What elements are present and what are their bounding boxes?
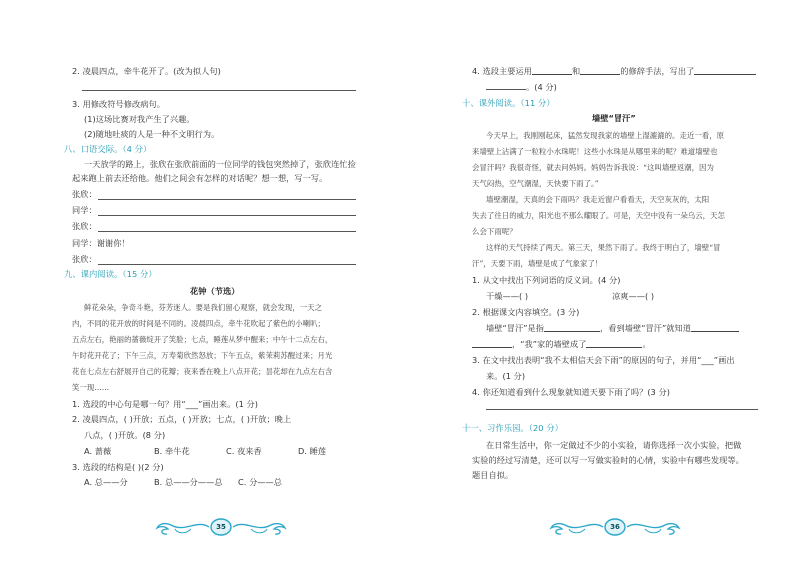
dialog-line[interactable] bbox=[98, 199, 356, 200]
reading-line: 鲜花朵朵，争奇斗艳，芬芳迷人。要是我们留心观察，就会发现，一天之 bbox=[84, 303, 323, 312]
reading-line: 墙壁潮湿，天真的会下雨吗？我走近窗户看看天，天空灰灰的，太阳 bbox=[486, 195, 710, 204]
reading-line: 天气闷热，空气潮湿，天快要下雨了。” bbox=[472, 179, 599, 188]
fill-blank[interactable] bbox=[586, 340, 642, 348]
option-c[interactable]: C. 夜来香 bbox=[226, 446, 262, 456]
dialog-line[interactable] bbox=[98, 231, 356, 232]
reading-line: 今天早上，我刚刚起床，猛然发现我家的墙壁上湿漉漉的。走近一看，原 bbox=[486, 131, 725, 140]
question-4: 4. 选段主要运用 和 的修辞手法，写出了 bbox=[472, 66, 756, 76]
dialog-label-classmate: 同学： bbox=[72, 205, 97, 215]
subquestion-3-line-1: 3. 在文中找出表明“我不太相信天会下雨”的原因的句子，并用“___”画出 bbox=[472, 355, 735, 365]
subquestion-2-line-2: 八点，( )开放。(8 分) bbox=[84, 430, 166, 440]
option-a[interactable]: A. 蔷薇 bbox=[84, 446, 112, 456]
antonym-dry[interactable]: 干燥——( ) bbox=[486, 291, 529, 301]
dialog-label-zhangxin: 张欣： bbox=[72, 189, 97, 199]
answer-line[interactable] bbox=[486, 89, 526, 90]
reading-line: 五点左右，艳丽的蔷薇绽开了笑脸；七点，睡莲从梦中醒来；中午十二点左右， bbox=[72, 335, 333, 344]
fill-in-line-2: ，“我”家的墙壁成了 。 bbox=[472, 339, 651, 349]
fill-blank[interactable] bbox=[691, 324, 739, 332]
question-4-points: 。(4 分) bbox=[526, 82, 557, 92]
fill-blank[interactable] bbox=[472, 340, 512, 348]
question-2-rewrite: 2. 凌晨四点，牵牛花开了。(改为拟人句) bbox=[72, 66, 221, 76]
answer-line[interactable] bbox=[82, 90, 356, 91]
subquestion-4: 4. 你还知道看到什么现象就知道天要下雨了吗？(3 分) bbox=[472, 387, 670, 397]
structure-option-b[interactable]: B. 总——分——总 bbox=[154, 477, 223, 487]
dialog-line[interactable] bbox=[98, 215, 356, 216]
reading-line: 这样的天气持续了两天。第三天，果然下雨了。我终于明白了，墙壁“冒 bbox=[486, 243, 721, 252]
section-8-prompt-line-1: 一天放学的路上，张欣在张欣前面的一位同学的钱包突然掉了，张欣连忙捡 bbox=[84, 159, 356, 169]
reading-line: 么会下雨呢？ bbox=[472, 227, 517, 236]
page-number-ornament-left bbox=[151, 515, 291, 539]
section-10-heading: 十、课外阅读。（11 分） bbox=[462, 98, 555, 108]
fill-in-line-1: 墙壁“冒汗”是指 ，看到墙壁“冒汗”就知道 bbox=[486, 323, 739, 333]
subquestion-3-line-2: 来。(1 分) bbox=[486, 371, 526, 381]
section-11-heading: 十一、习作乐园。（20 分） bbox=[462, 423, 564, 433]
subquestion-1: 1. 从文中找出下列词语的反义词。(4 分) bbox=[472, 275, 621, 285]
question-3-sentence-2: (2)随地吐痰的人是一种不文明行为。 bbox=[84, 129, 220, 139]
subquestion-2: 2. 根据课文内容填空。(3 分) bbox=[472, 307, 580, 317]
option-d[interactable]: D. 睡莲 bbox=[298, 446, 327, 456]
dialog-line[interactable] bbox=[98, 264, 356, 265]
reading-line: 午时花开花了；下午三点，万寿菊欣然怒放；下午五点，紫茉莉苏醒过来；月光 bbox=[72, 351, 333, 360]
writing-prompt-line: 题目自拟。 bbox=[472, 470, 514, 480]
subquestion-2-line-1: 2. 凌晨四点，( )开放；五点，( )开放；七点，( )开放；晚上 bbox=[72, 414, 292, 424]
reading-line: 汗”，天要下雨，墙壁是成了气象家了！ bbox=[472, 259, 603, 268]
reading-line: 内，不同的花开放的时间是不同的。凌晨四点，牵牛花吹起了紫色的小喇叭； bbox=[72, 319, 325, 328]
fill-blank[interactable] bbox=[694, 67, 756, 75]
fill-blank[interactable] bbox=[532, 67, 572, 75]
reading-line: 花在七点左右舒展开自己的花瓣；夜来香在晚上八点开花；昙花却在九点左右含 bbox=[72, 367, 333, 376]
reading-title: 花钟（节选） bbox=[190, 286, 240, 296]
reading-title: 墙壁“冒汗” bbox=[592, 113, 636, 123]
antonym-cool[interactable]: 凉爽——( ) bbox=[612, 291, 655, 301]
section-9-heading: 九、课内阅读。（15 分） bbox=[64, 269, 157, 279]
subquestion-3: 3. 选段的结构是( )(2 分) bbox=[72, 462, 164, 472]
fill-blank[interactable] bbox=[580, 67, 620, 75]
option-b[interactable]: B. 牵牛花 bbox=[154, 446, 190, 456]
question-3-title: 3. 用修改符号修改病句。 bbox=[72, 99, 165, 109]
writing-prompt-line: 在日常生活中，你一定做过不少的小实验，请你选择一次小实验，把做 bbox=[486, 440, 742, 450]
writing-prompt-line: 实验的经过写清楚，还可以写一写做实验时的心情，实验中有哪些发现等。 bbox=[472, 455, 744, 465]
structure-option-c[interactable]: C. 分——总 bbox=[238, 477, 283, 487]
reading-line: 会冒汗吗？我很奇怪，就去问妈妈。妈妈告诉我说：“这叫墙壁返潮，因为 bbox=[472, 163, 714, 172]
dialog-label-classmate-thanks: 同学：谢谢你！ bbox=[72, 238, 130, 248]
answer-line[interactable] bbox=[486, 409, 758, 410]
section-8-heading: 八、口语交际。（4 分） bbox=[64, 144, 152, 154]
structure-option-a[interactable]: A. 总——分 bbox=[84, 477, 128, 487]
fill-blank[interactable] bbox=[544, 324, 600, 332]
question-3-sentence-1: (1)这场比赛对我产生了兴趣。 bbox=[84, 114, 195, 124]
section-8-prompt-line-2: 起来跑上前去还给他。他们之间会有怎样的对话呢？想一想，写一写。 bbox=[72, 173, 328, 183]
page-number-ornament-right bbox=[545, 515, 685, 539]
page-number: 35 bbox=[216, 523, 226, 531]
page-number: 36 bbox=[610, 523, 620, 531]
reading-line: 笑一现…… bbox=[72, 383, 110, 392]
reading-line: 来墙壁上沾满了一粒粒小水珠呢！这些小水珠是从哪里来的呢？难道墙壁也 bbox=[472, 147, 718, 156]
reading-line: 失去了往日的威力，阳光也不那么耀眼了。可是，天空中没有一朵乌云，天怎 bbox=[472, 211, 725, 220]
dialog-label-zhangxin: 张欣： bbox=[72, 221, 97, 231]
dialog-label-zhangxin: 张欣： bbox=[72, 254, 97, 264]
subquestion-1: 1. 选段的中心句是哪一句？用“___”画出来。(1 分) bbox=[72, 399, 259, 409]
